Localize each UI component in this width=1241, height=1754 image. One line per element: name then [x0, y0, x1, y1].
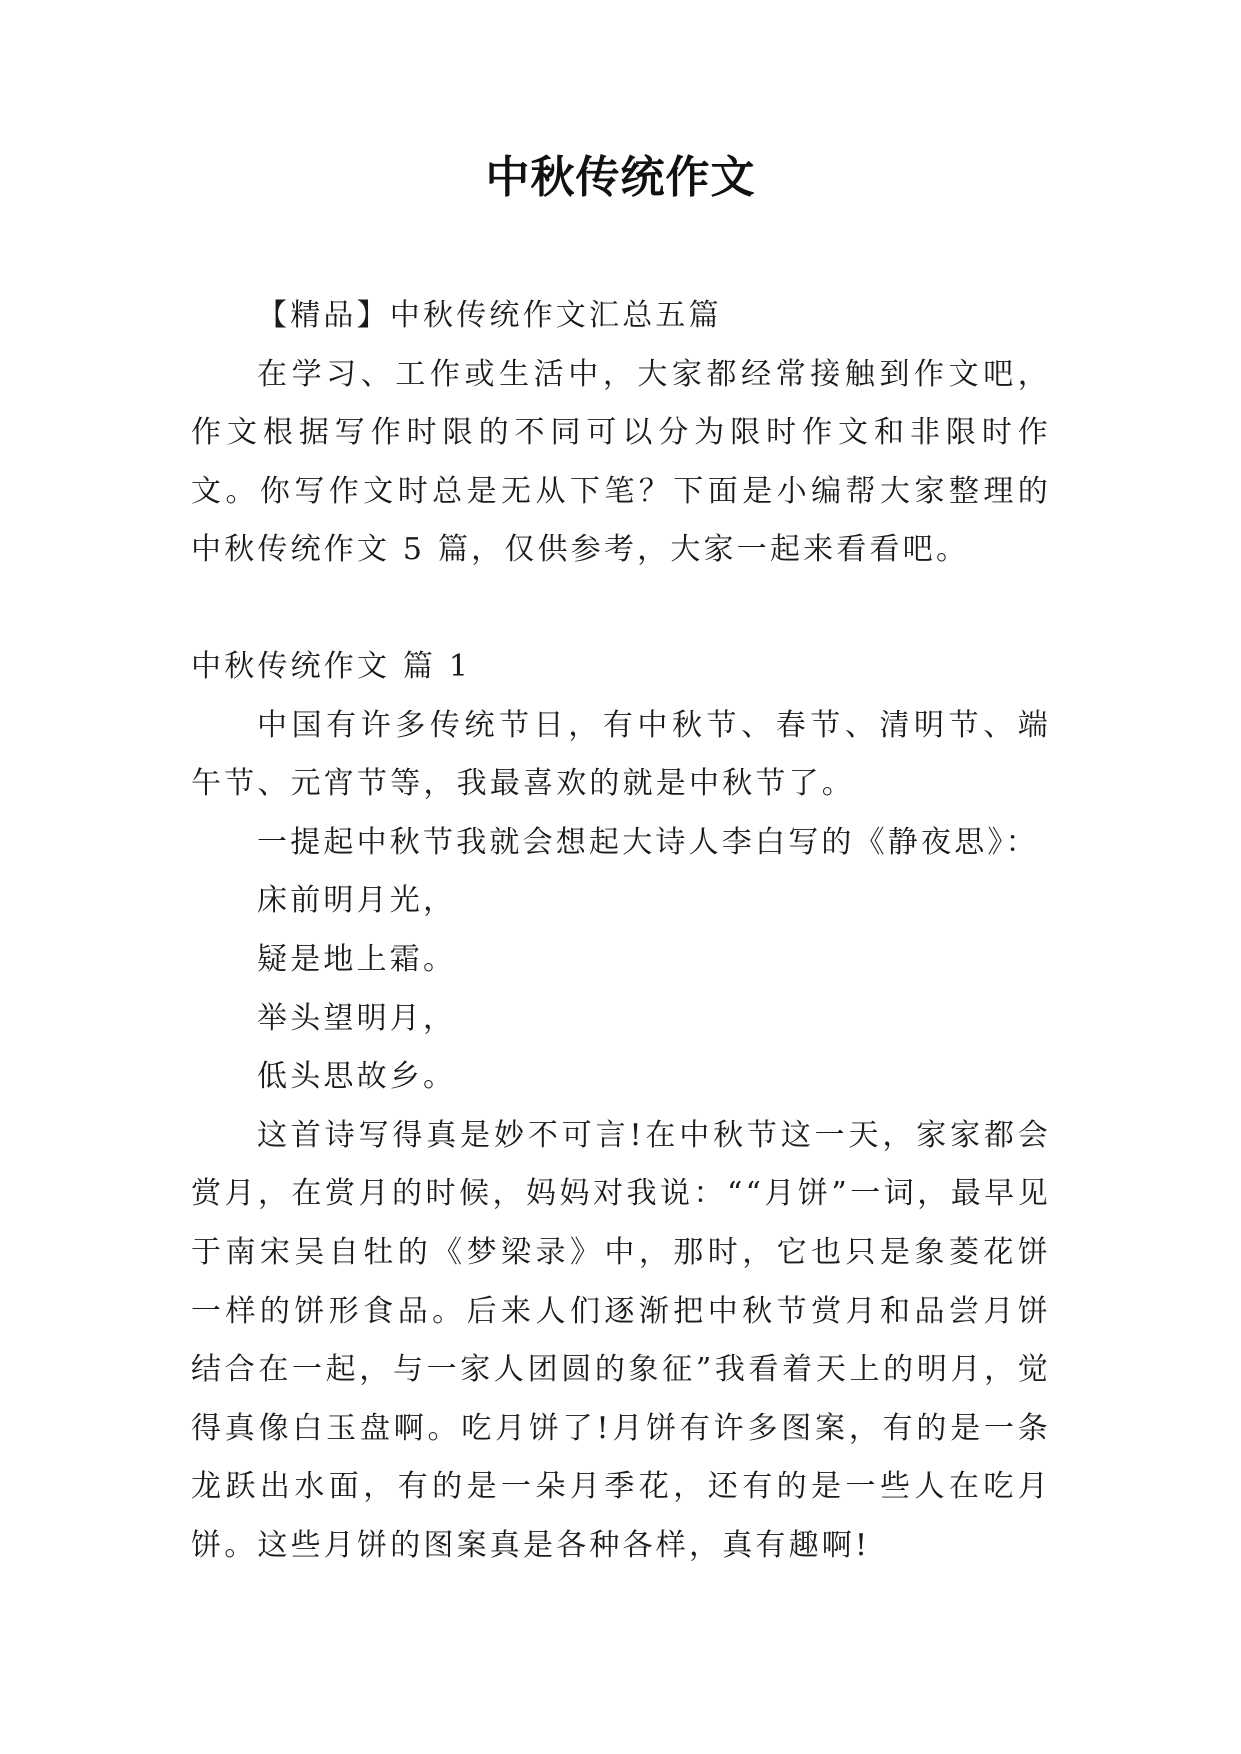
- document-body: [191, 287, 1051, 1575]
- intro-paragraph: 在学习、工作或生活中，大家都经常接触到作文吧，作文根据写作时限的不同可以分为限时作文和非限时作文。你写作文时总是无从下笔？下面是小编帮大家整理的中秋传统作文 5 篇，仅供参考，大家一起来看看吧。: [191, 356, 1051, 568]
- section-heading: 中秋传统作文 篇 1: [191, 648, 472, 684]
- poem-line-4: 低头思故乡。: [257, 1059, 457, 1095]
- document-title: 中秋传统作文: [485, 152, 756, 203]
- poem-line-3: 举头望明月，: [257, 1000, 457, 1036]
- paragraph-2: 一提起中秋节我就会想起大诗人李白写的《静夜思》：: [257, 824, 1039, 860]
- header-line: 【精品】中秋传统作文汇总五篇: [257, 298, 722, 333]
- poem-line-1: 床前明月光，: [257, 883, 457, 919]
- paragraph-3: 这首诗写得真是妙不可言!在中秋节这一天，家家都会赏月，在赏月的时候，妈妈对我说：““月饼”一词，最早见于南宋吴自牡的《梦梁录》中，那时，它也只是象菱花饼一样的饼形食品。后来人们逐渐把中秋节赏月和品尝月饼结合在一起，与一家人团圆的象征”我看着天上的明月，觉得真像白玉盘啊。吃月饼了!月饼有许多图案，有的是一条龙跃出水面，有的是一朵月季花，还有的是一些人在吃月饼。这些月饼的图案真是各种各样，真有趣啊!: [191, 1117, 1051, 1563]
- paragraph-1: 中国有许多传统节日，有中秋节、春节、清明节、端午节、元宵节等，我最喜欢的就是中秋节了。: [191, 707, 1051, 802]
- poem-line-2: 疑是地上霜。: [257, 941, 457, 977]
